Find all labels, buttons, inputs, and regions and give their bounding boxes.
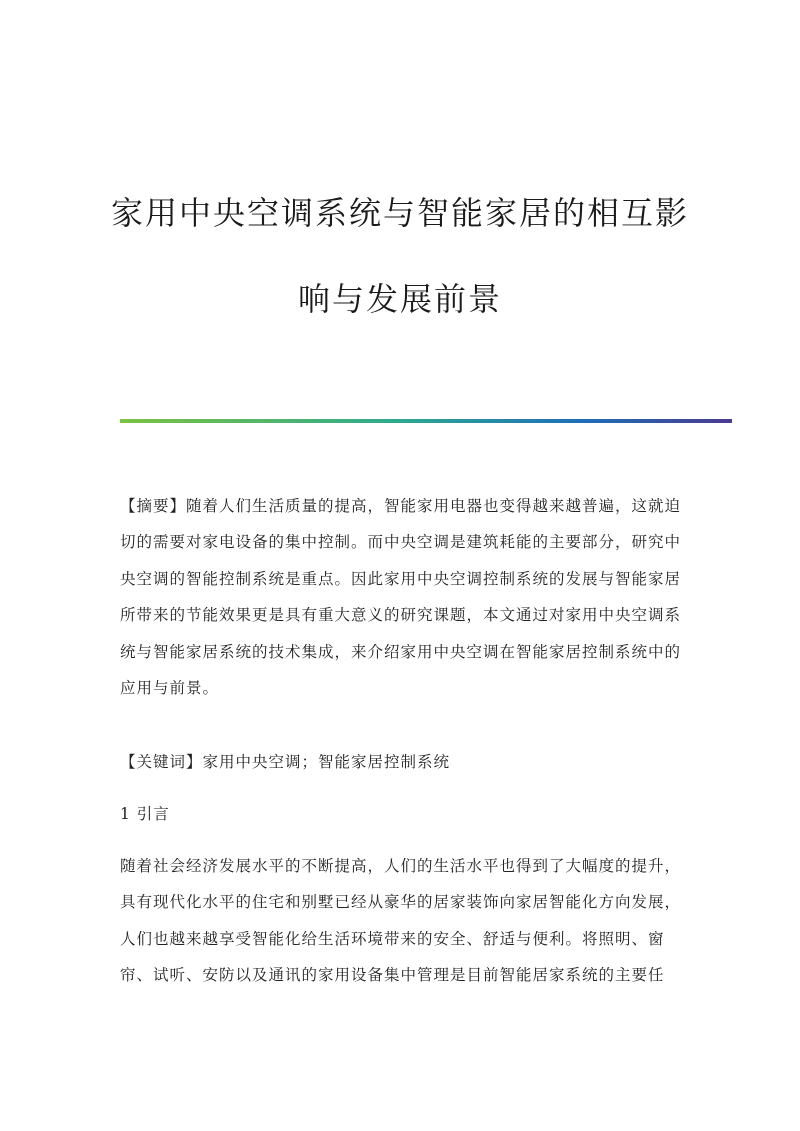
abstract-line: 央空调的智能控制系统是重点。因此家用中央空调控制系统的发展与智能家居	[120, 569, 682, 588]
abstract-line: 统与智能家居系统的技术集成，来介绍家用中央空调在智能家居控制系统中的	[120, 642, 682, 661]
title-divider	[120, 419, 732, 423]
body-line: 随着社会经济发展水平的不断提高，人们的生活水平也得到了大幅度的提升，	[120, 857, 682, 875]
section-heading: 1 引言	[120, 805, 170, 823]
title-line-2: 响与发展前景	[297, 280, 502, 318]
body-line: 具有现代化水平的住宅和别墅已经从豪华的居家装饰向家居智能化方向发展，	[120, 893, 682, 912]
body-line: 帘、试听、安防以及通讯的家用设备集中管理是目前智能居家系统的主要任	[120, 966, 665, 985]
body-line: 人们也越来越享受智能化给生活环境带来的安全、舒适与便利。将照明、窗	[120, 929, 665, 948]
abstract-line: 所带来的节能效果更是具有重大意义的研究课题，本文通过对家用中央空调系	[120, 606, 682, 625]
title-line-1: 家用中央空调系统与智能家居的相互影	[110, 194, 689, 232]
keywords-line: 【关键词】家用中央空调；智能家居控制系统	[120, 753, 451, 771]
abstract-line: 应用与前景。	[120, 679, 220, 698]
body-paragraph	[120, 848, 680, 994]
abstract-paragraph	[120, 488, 680, 706]
abstract-line: 切的需要对家电设备的集中控制。而中央空调是建筑耗能的主要部分，研究中	[120, 533, 682, 552]
abstract-line: 【摘要】随着人们生活质量的提高，智能家用电器也变得越来越普遍，这就迫	[120, 497, 682, 515]
